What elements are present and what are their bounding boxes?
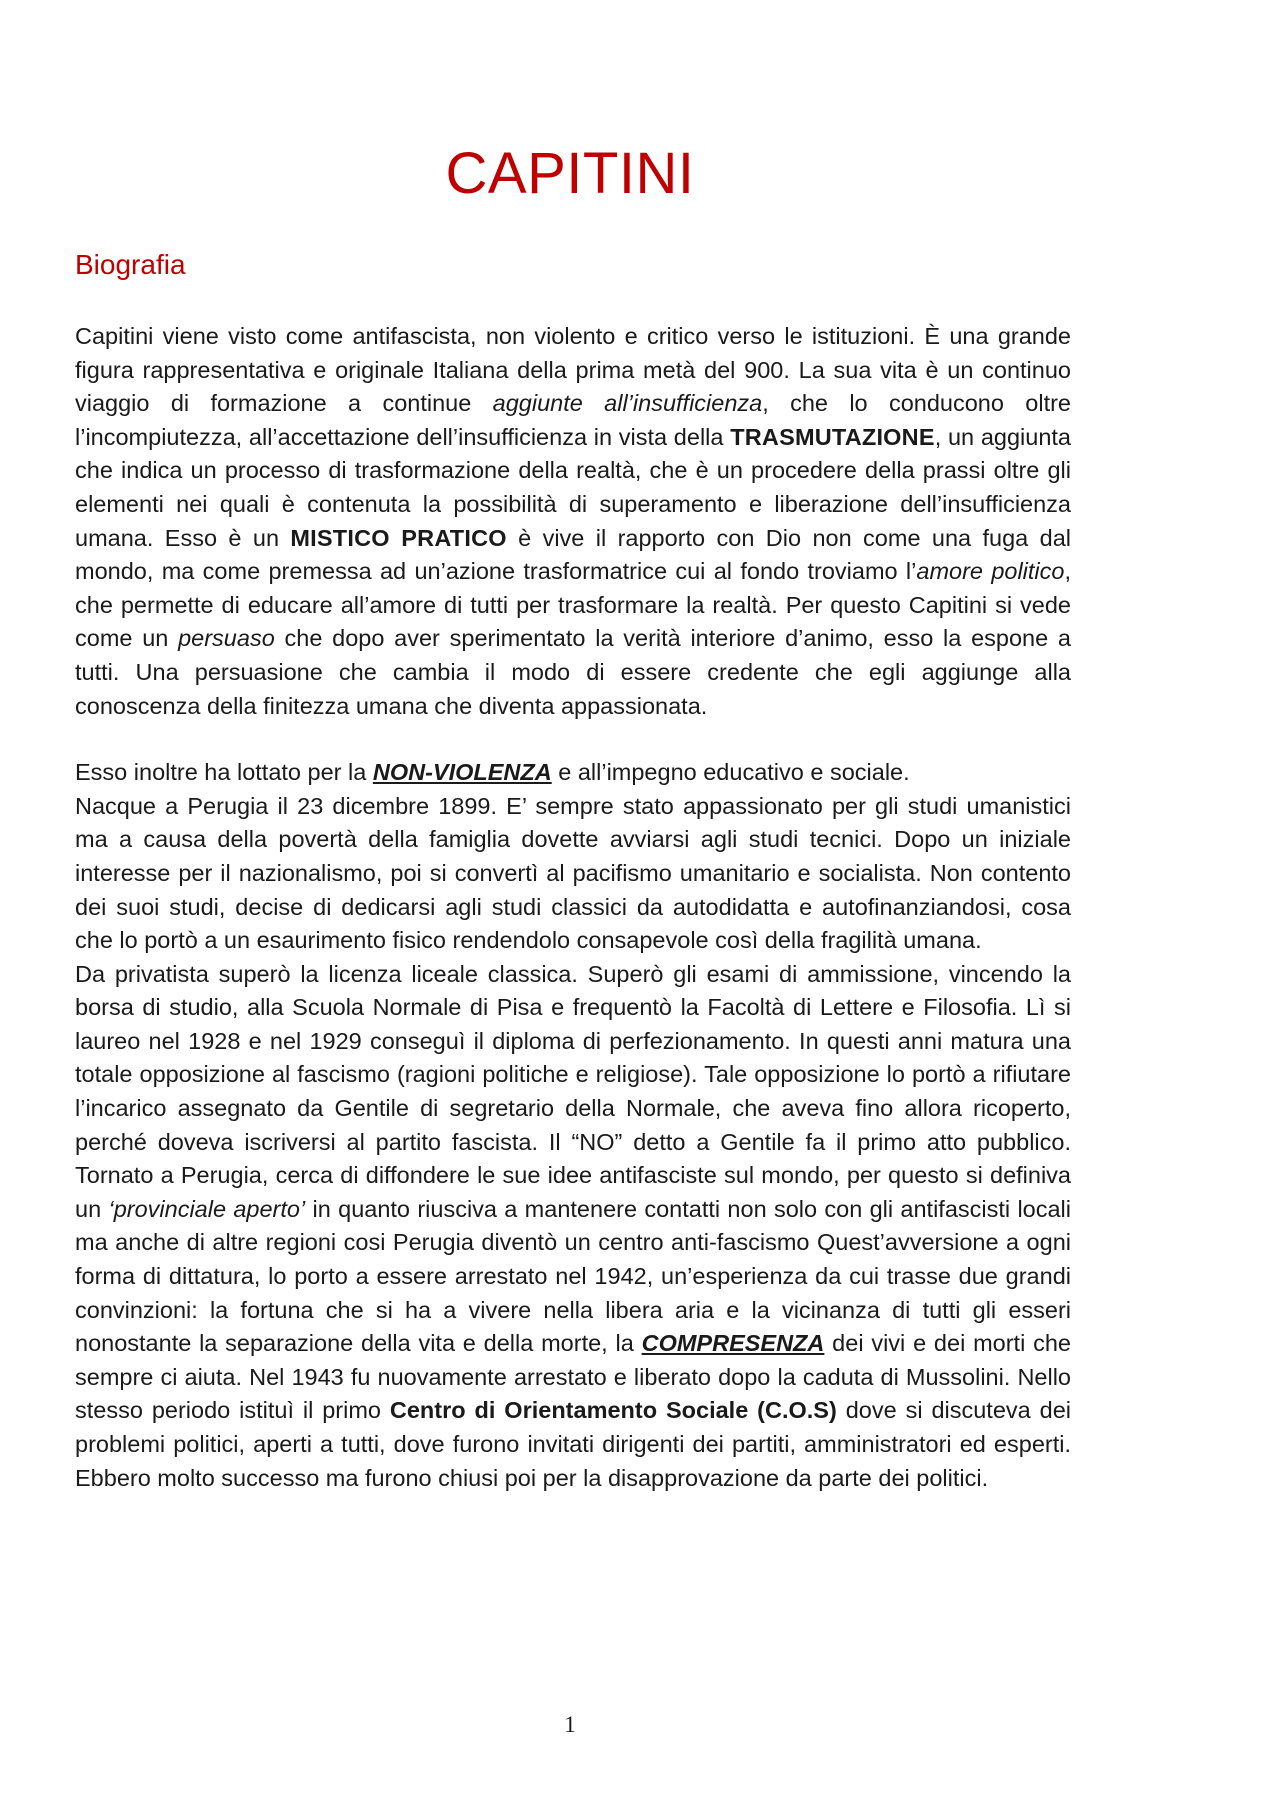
document-title: CAPITINI [445, 141, 695, 206]
paragraph-nonviolenza: Esso inoltre ha lottato per la NON-VIOLENZA e all’impegno educativo e sociale. [75, 759, 910, 786]
italic-phrase: persuaso [178, 625, 275, 652]
bold-term: MISTICO PRATICO [290, 524, 507, 551]
section-heading-biografia: Biografia [75, 249, 186, 280]
page-number: 1 [564, 1712, 576, 1737]
paragraph-intro: Capitini viene visto come antifascista, non violento e critico verso le istituzioni. È una grande figura rappresentativa e originale Italiana della prima metà del 900. La sua vita è un continuo viaggio di formazione a continue aggiunte all’insufficienza, che lo conducono oltre l’incompiutezza, all’accettazione dell’insufficienza in vista della TRASMUTAZIONE, un aggiunta che indica un processo di trasformazione della realtà, che è un procedere della prassi oltre gli elementi nei quali è contenuta la possibilità di superamento e liberazione dell’insufficienza umana. Esso è un MISTICO PRATICO è vive il rapporto con Dio non come una fuga dal mondo, ma come premessa ad un’azione trasformatrice cui al fondo troviamo l’amore politico, che permette di educare all’amore di tutti per trasformare la realtà. Per questo Capitini si vede come un persuaso che dopo aver sperimentato la verità interiore d’animo, esso la espone a tutti. Una persuasione che cambia il modo di essere credente che egli aggiunge alla conoscenza della finitezza umana che diventa appassionata. [75, 323, 1072, 719]
paragraph-early-life: Nacque a Perugia il 23 dicembre 1899. E’ sempre stato appassionato per gli studi umanistici ma a causa della povertà della famiglia dovette avviarsi agli studi tecnici. Dopo un iniziale interesse per il nazionalismo, poi si convertì al pacifismo umanitario e socialista. Non contento dei suoi studi, decise di dedicarsi agli studi classici da autodidatta e autofinanziandosi, cosa che lo portò a un esaurimento fisico rendendolo consapevole così della fragilità umana. [75, 792, 1071, 954]
body-text [75, 320, 1071, 1495]
bold-term: Centro di Orientamento Sociale (C.O.S) [389, 1397, 837, 1424]
emphasized-term: COMPRESENZA [641, 1330, 825, 1357]
emphasized-term: NON-VIOLENZA [372, 759, 552, 786]
italic-phrase: amore politico [916, 558, 1065, 585]
bold-term: TRASMUTAZIONE [730, 423, 935, 450]
italic-phrase: aggiunte all’insufficienza [492, 390, 763, 417]
paragraph-studies: Da privatista superò la licenza liceale classica. Superò gli esami di ammissione, vincendo la borsa di studio, alla Scuola Normale di Pisa e frequentò la Facoltà di Lettere e Filosofia. Lì si laureo nel 1928 e nel 1929 conseguì il diploma di perfezionamento. In questi anni matura una totale opposizione al fascismo (ragioni politiche e religiose). Tale opposizione lo portò a rifiutare l’incarico assegnato da Gentile di segretario della Normale, che aveva fino allora ricoperto, perché doveva iscriversi al partito fascista. Il “NO” detto a Gentile fa il primo atto pubblico. Tornato a Perugia, cerca di diffondere le sue idee antifasciste sul mondo, per questo si definiva un ‘provinciale aperto’ in quanto riusciva a mantenere contatti non solo con gli antifascisti locali ma anche di altre regioni cosi Perugia diventò un centro anti-fascismo Quest’avversione a ogni forma di dittatura, lo porto a essere arrestato nel 1942, un’esperienza da cui trasse due grandi convinzioni: la fortuna che si ha a vivere nella libera aria e la vicinanza di tutti gli esseri nonostante la separazione della vita e della morte, la COMPRESENZA dei vivi e dei morti che sempre ci aiuta. Nel 1943 fu nuovamente arrestato e liberato dopo la caduta di Mussolini. Nello stesso periodo istituì il primo Centro di Orientamento Sociale (C.O.S) dove si discuteva dei problemi politici, aperti a tutti, dove furono invitati dirigenti dei partiti, amministratori ed esperti. Ebbero molto successo ma furono chiusi poi per la disapprovazione da parte dei politici. [75, 960, 1071, 1491]
italic-phrase: ‘provinciale aperto’ [108, 1195, 306, 1222]
